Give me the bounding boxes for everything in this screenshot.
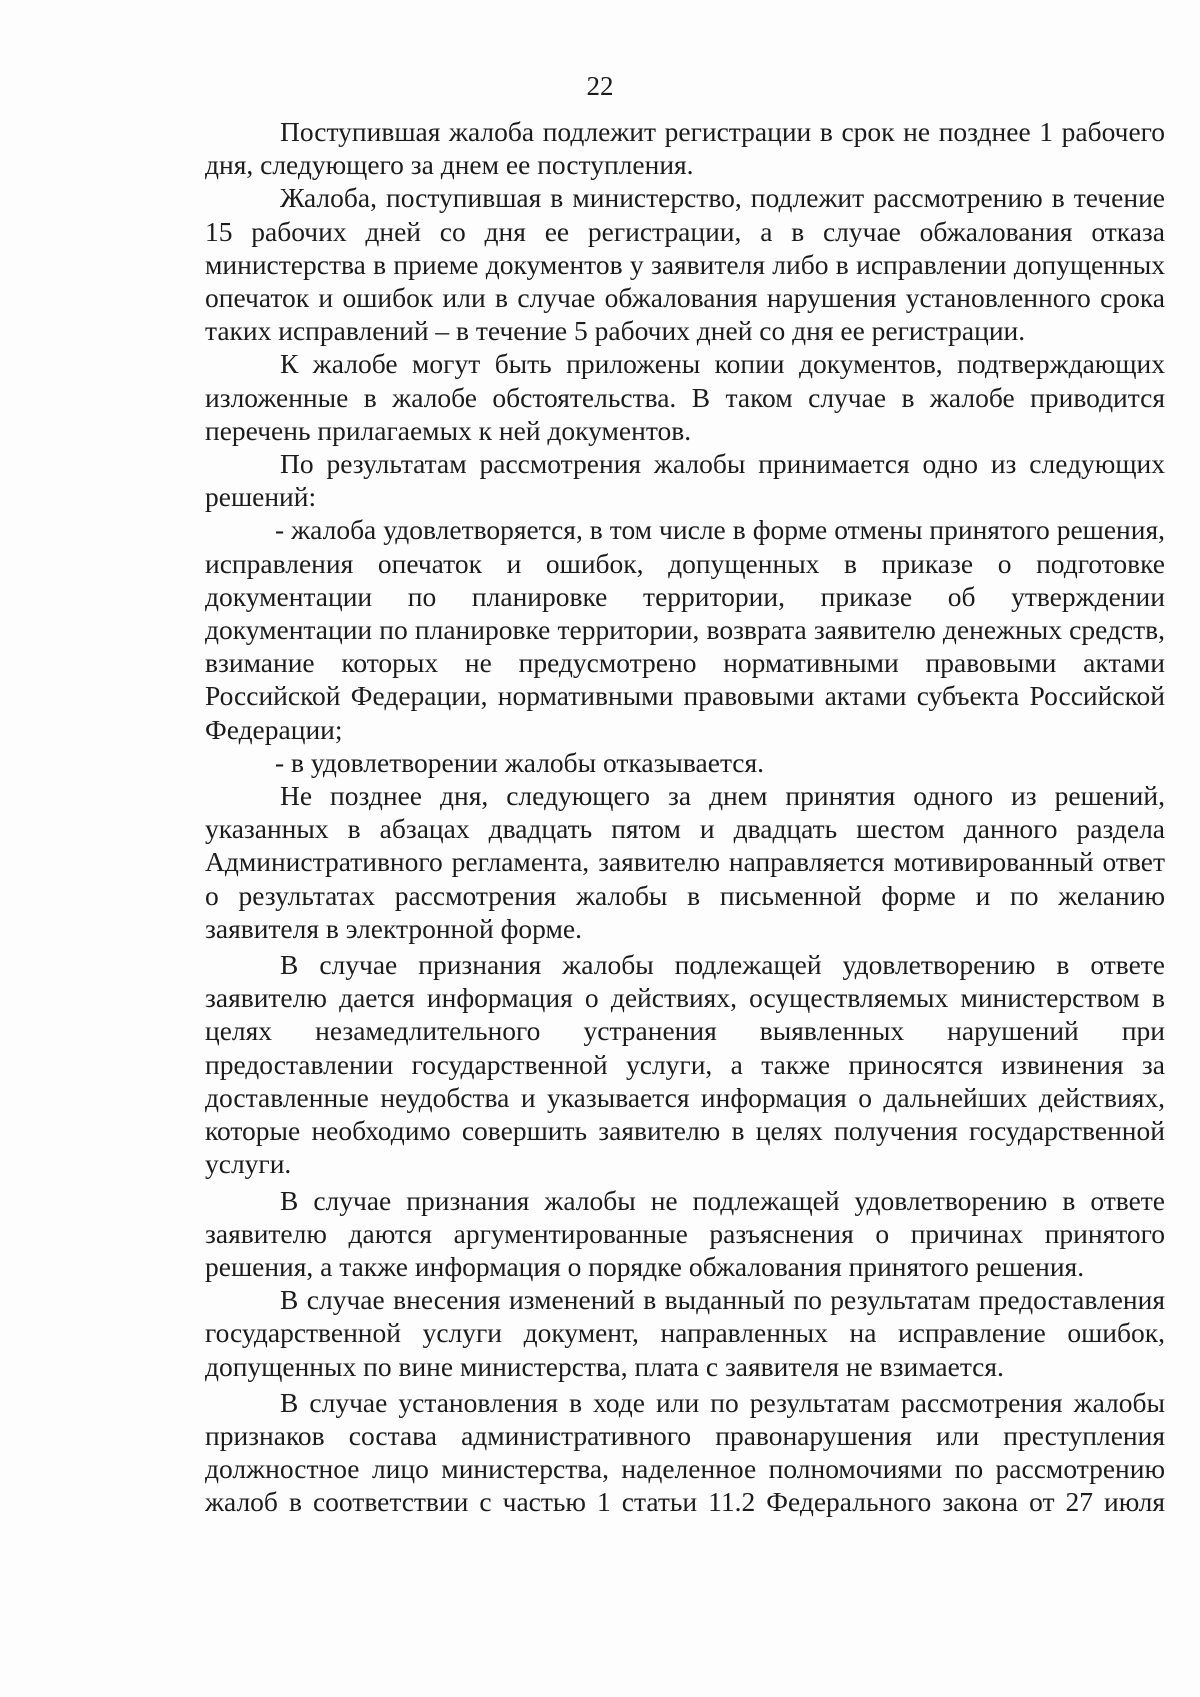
paragraph-rejected-response: В случае признания жалобы не подлежащей удовлетворению в ответе заявителю даются аргументированные разъяснения о причинах принятого решения, а также информация о порядке обжалования принятого решения. [205,1184,1165,1282]
list-item-complaint-satisfied: - жалоба удовлетворяется, в том числе в форме отмены принятого решения, исправления опечаток и ошибок, допущенных в приказе о подготовке документации по планировке территории, приказе об утверждении документации по планировке территории, возврата заявителю денежных средств, взимание которых не предусмотрено нормативными правовыми актами Российской Федерации, нормативными правовыми актами субъекта Российской Федерации; [205,514,1165,745]
document-body [205,115,1165,1519]
paragraph-motivated-answer: Не позднее дня, следующего за днем принятия одного из решений, указанных в абзацах двадцать пятом и двадцать шестом данного раздела Административного регламента, заявителю направляется мотивированный ответ о результатах рассмотрения жалобы в письменной форме и по желанию заявителя в электронной форме. [205,780,1165,944]
page-number: 22 [586,71,614,101]
paragraph-decisions-intro: По результатам рассмотрения жалобы принимается одно из следующих решений: [205,448,1165,513]
paragraph-review-period: Жалоба, поступившая в министерство, подлежит рассмотрению в течение 15 рабочих дней со дня ее регистрации, а в случае обжалования отказа министерства в приеме документов у заявителя либо в исправлении допущенных опечаток и ошибок или в случае обжалования нарушения установленного срока таких исправлений – в течение 5 рабочих дней со дня ее регистрации. [205,182,1165,347]
paragraph-registration: Поступившая жалоба подлежит регистрации в срок не позднее 1 рабочего дня, следующего за днем ее поступления. [205,116,1165,181]
paragraph-no-fee: В случае внесения изменений в выданный по результатам предоставления государственной услуги документ, направленных на исправление ошибок, допущенных по вине министерства, плата с заявителя не взимается. [205,1284,1165,1382]
paragraph-offense-signs: В случае установления в ходе или по результатам рассмотрения жалобы признаков состава административного правонарушения или преступления должностное лицо министерства, наделенное полномочиями по рассмотрению жалоб в соответствии с частью 1 статьи 11.2 Федерального закона от 27 июля [205,1386,1165,1518]
paragraph-satisfied-response: В случае признания жалобы подлежащей удовлетворению в ответе заявителю дается информация о действиях, осуществляемых министерством в целях незамедлительного устранения выявленных нарушений при предоставлении государственной услуги, а также приносятся извинения за доставленные неудобства и указывается информация о дальнейших действиях, которые необходимо совершить заявителю в целях получения государственной услуги. [205,949,1165,1180]
paragraph-attachments: К жалобе могут быть приложены копии документов, подтверждающих изложенные в жалобе обстоятельства. В таком случае в жалобе приводится перечень прилагаемых к ней документов. [205,348,1165,446]
list-item-complaint-rejected: - в удовлетворении жалобы отказывается. [275,746,765,778]
